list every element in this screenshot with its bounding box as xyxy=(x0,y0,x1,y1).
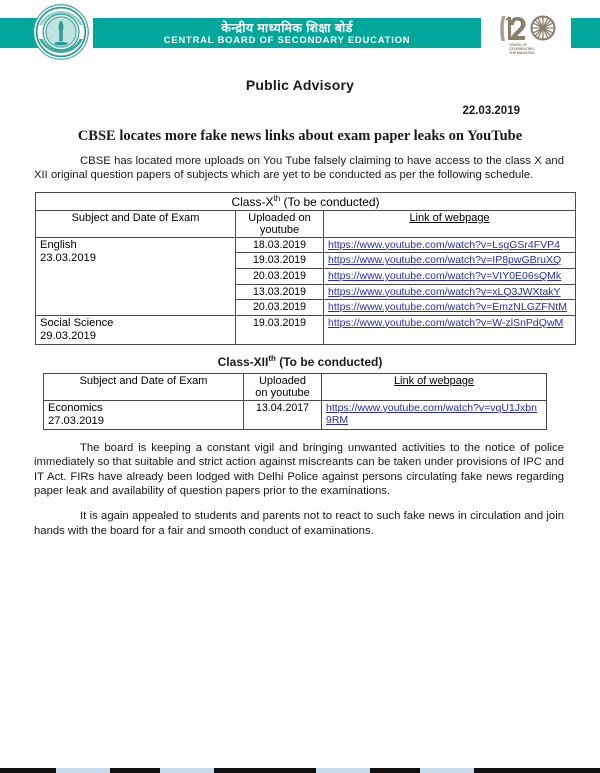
link-cell[interactable] xyxy=(324,269,576,285)
table-row xyxy=(44,400,547,429)
class-xii-caption-sup: th xyxy=(268,353,276,363)
youtube-link[interactable]: https://www.youtube.com/watch?v=W-zlSnPdQwM xyxy=(328,316,564,329)
class-x-caption-prefix: Class-X xyxy=(231,194,274,209)
col-header-subject: Subject and Date of Exam xyxy=(36,210,236,237)
banner-english-title: CENTRAL BOARD OF SECONDARY EDUCATION xyxy=(163,34,411,46)
class-xii-caption-prefix: Class-XII xyxy=(217,354,269,369)
youtube-link[interactable]: https://www.youtube.com/watch?v=VIY0E06sQMk xyxy=(328,270,562,282)
link-cell[interactable] xyxy=(324,300,576,316)
link-cell[interactable] xyxy=(324,237,576,253)
subject-cell-economics xyxy=(44,400,244,429)
youtube-link[interactable]: https://www.youtube.com/watch?v=xLQ3JWXtakY xyxy=(328,285,561,298)
subject-date: 29.03.2019 xyxy=(40,329,96,342)
link-cell[interactable] xyxy=(324,253,576,269)
col-header-uploaded-line2: on youtube xyxy=(255,386,310,399)
class-xii-schedule-table xyxy=(43,373,547,430)
banner-hindi-title: केन्द्रीय माध्यमिक शिक्षा बोर्ड xyxy=(221,20,353,35)
uploaded-date: 13.03.2019 xyxy=(236,284,324,300)
uploaded-date: 19.03.2019 xyxy=(236,315,324,344)
class-xii-table-block xyxy=(26,354,574,430)
col-header-link: Link of webpage xyxy=(322,373,547,400)
intro-paragraph: CBSE has located more uploads on You Tube falsely claiming to have access to the class X and XII original question papers of subjects which are yet to be conducted as per the following schedule. xyxy=(34,155,564,182)
class-x-table-block xyxy=(26,192,574,345)
footer-tick-mark xyxy=(420,768,474,773)
paragraph-board-vigil: The board is keeping a constant vigil and bringing unwanted activities to the notice of police immediately so that suitable and strict action against miscreants can be taken under provisions of IPC and IT Act. FIRs have already been lodged with Delhi Police against persons circulating fake news regarding paper leak and availability of question papers prior to the examinations. xyxy=(34,441,564,497)
table-header-row xyxy=(36,210,576,237)
youtube-link[interactable]: https://www.youtube.com/watch?v=IP8pwGBruXQ xyxy=(328,254,562,267)
col-header-link: Link of webpage xyxy=(324,210,576,237)
banner-title-block xyxy=(93,18,481,48)
anniversary-caption-line2: CELEBRATING xyxy=(509,47,535,51)
col-header-uploaded-line2: youtube xyxy=(259,223,300,236)
advisory-headline: CBSE locates more fake news links about exam paper leaks on YouTube xyxy=(77,128,523,144)
col-header-uploaded-line1: Uploaded on xyxy=(248,211,311,224)
class-x-caption xyxy=(36,192,576,210)
footer-tick-mark xyxy=(56,768,110,773)
youtube-link[interactable]: https://www.youtube.com/watch?v=vqU1Jxbn9RM xyxy=(326,401,537,427)
link-cell[interactable] xyxy=(322,400,547,429)
footer-tick-mark xyxy=(316,768,370,773)
class-xii-caption-suffix: (To be conducted) xyxy=(275,354,383,369)
advisory-date: 22.03.2019 xyxy=(462,105,520,117)
youtube-link[interactable]: https://www.youtube.com/watch?v=EmzNLGZFNtM xyxy=(328,301,567,314)
gandhi-150-icon xyxy=(497,9,565,57)
class-x-schedule-table xyxy=(35,192,576,345)
subject-name: English xyxy=(40,238,77,251)
table-header-row xyxy=(44,373,547,400)
document-body xyxy=(0,77,600,538)
class-x-caption-suffix: (To be conducted) xyxy=(280,194,380,209)
subject-cell-english xyxy=(36,237,236,315)
subject-date: 27.03.2019 xyxy=(48,414,104,427)
subject-name: Social Science xyxy=(40,316,114,329)
table-row xyxy=(36,315,576,344)
uploaded-date: 18.03.2019 xyxy=(236,237,324,253)
uploaded-date: 20.03.2019 xyxy=(236,300,324,316)
col-header-uploaded xyxy=(236,210,324,237)
col-header-subject: Subject and Date of Exam xyxy=(44,373,244,400)
subject-cell-social-science xyxy=(36,315,236,344)
table-caption-row xyxy=(36,192,576,210)
youtube-link[interactable]: https://www.youtube.com/watch?v=LsgGSr4FVP4 xyxy=(328,238,560,251)
subject-date: 23.03.2019 xyxy=(40,251,96,264)
link-cell[interactable] xyxy=(324,315,576,344)
uploaded-date: 19.03.2019 xyxy=(236,253,324,269)
paragraph-appeal: It is again appealed to students and parents not to react to such fake news in circulation and join hands with the board for a fair and smooth conduct of examinations. xyxy=(34,510,564,537)
table-row xyxy=(36,237,576,253)
link-cell[interactable] xyxy=(324,284,576,300)
class-xii-caption xyxy=(26,354,574,369)
footer-tick-mark xyxy=(160,768,214,773)
anniversary-caption-line1: YEARS OF xyxy=(509,43,527,47)
page-title: Public Advisory xyxy=(245,77,355,93)
subject-name: Economics xyxy=(48,401,103,414)
cbse-seal-icon xyxy=(32,3,90,61)
col-header-uploaded xyxy=(244,373,322,400)
col-header-uploaded-line1: Uploaded xyxy=(258,374,307,387)
uploaded-date: 13.04.2017 xyxy=(244,400,322,429)
uploaded-date: 20.03.2019 xyxy=(236,269,324,285)
anniversary-caption-line3: THE MAHATMA xyxy=(509,51,535,55)
banner-accent-right xyxy=(571,18,600,48)
class-x-caption-sup: th xyxy=(273,193,281,203)
page-header-banner xyxy=(0,0,600,66)
